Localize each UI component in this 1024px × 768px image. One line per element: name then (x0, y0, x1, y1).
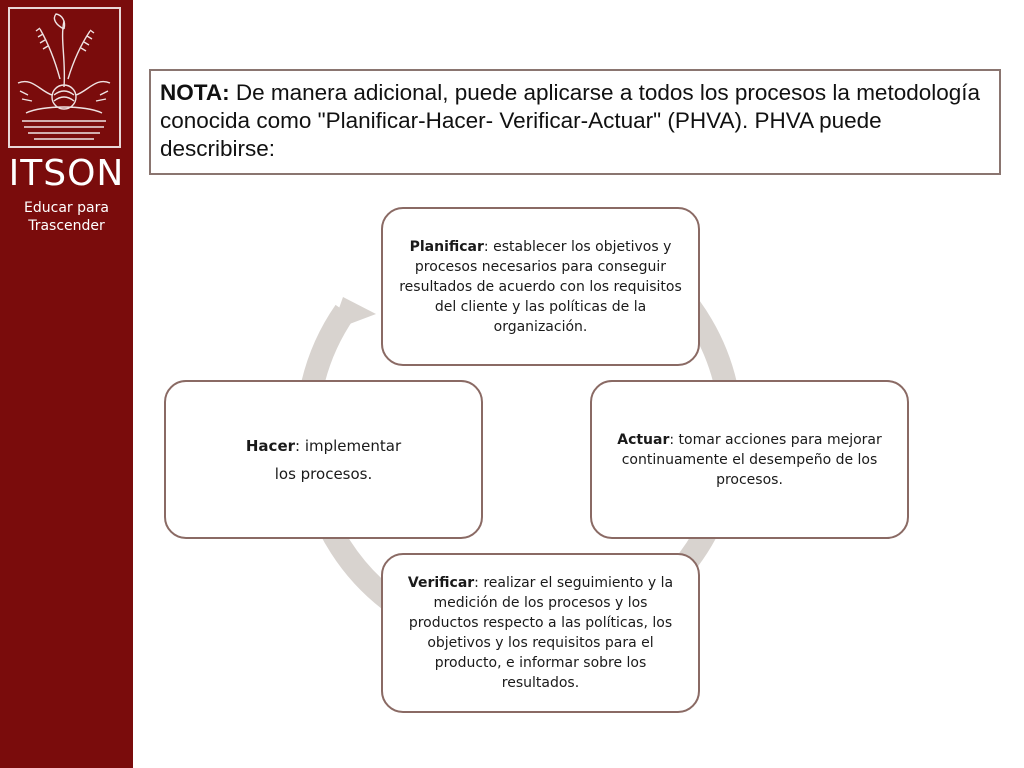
cycle-arrowhead (331, 297, 376, 331)
note-text: De manera adicional, puede aplicarse a todos los procesos la metodología conocida como "Planificar-Hacer- Verificar-Actuar" (PHVA). PHVA puede describirse: (160, 80, 981, 161)
step-text (246, 432, 401, 488)
step-description: : tomar acciones para mejorar continuamente el desempeño de los procesos. (621, 431, 882, 488)
step-term: Hacer (245, 436, 296, 455)
slogan-line: Educar para (24, 200, 109, 216)
step-term: Planificar (409, 238, 484, 255)
step-box-hacer (164, 380, 483, 539)
step-line: los procesos. (274, 464, 373, 483)
note-label: NOTA: (160, 80, 230, 105)
step-description: : establecer los objetivos y procesos necesarios para conseguir resultados de acuerdo con los requisitos del cliente y las políticas de la organización. (399, 238, 682, 335)
step-line (246, 432, 401, 460)
brand-name: ITSON (8, 153, 125, 194)
slogan-line: Trascender (28, 218, 105, 234)
step-description: : realizar el seguimiento y la medición de los procesos y los productos respecto a las políticas, los objetivos y los requisitos para el producto, e informar sobre los resultados. (408, 575, 674, 691)
step-term: Verificar (407, 575, 475, 591)
step-box-verificar (381, 553, 700, 713)
step-text (397, 573, 684, 693)
step-text (397, 237, 684, 337)
step-term: Actuar (617, 431, 670, 448)
step-text (606, 430, 893, 490)
step-box-planificar (381, 207, 700, 366)
step-box-actuar (590, 380, 909, 539)
step-description: : implementar (295, 436, 402, 455)
